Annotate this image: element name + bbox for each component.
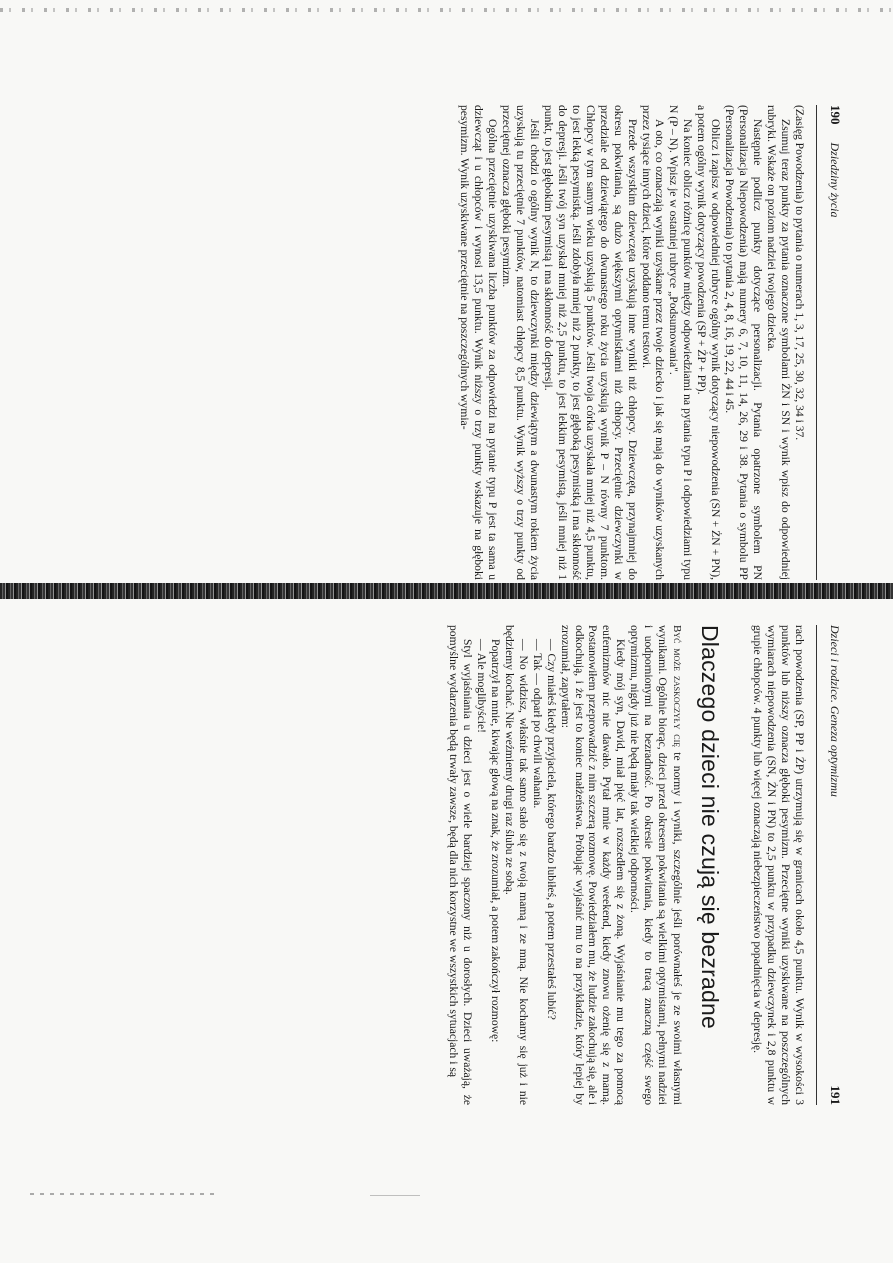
paragraph: Przede wszystkim dziewczęta uzyskują inne wyniki niż chłopcy. Dziewczęta, przynajmniej do okresu pokwitania, są dużo większymi optymistkami niż chłopcy. Przeciętnie dziewczynki w przedziale od dziewiątego do dwunastego roku życia uzyskują wynik P – N równy 7 punktom. Chłopcy w tym samym wieku uzyskują 5 punktów. Jeśli twoja córka uzyskała mniej niż 4,5 punktu, to jest lekką pesymistką. Jeśli zdobyła mniej niż 2 punkty, to jest głęboką pesymistką i ma skłonność do depresji. Jeśli twój syn uzyskał mniej niż 2,5 punktu, to jest lekkim pesymistą, jeśli mniej niż 1 punkt, to jest głębokim pesymistą i ma skłonność do depresji. bbox=[541, 105, 639, 580]
paragraph: Jeśli chodzi o ogólny wynik N, to dziewczynki między dziewiątym a dwunastym rokiem życia uzyskują tu przeciętnie 7 punktów, natomiast chłopcy 8,5 punktu. Wynik wyższy o trzy punkty od przeciętnej oznacza głęboki pesymizm. bbox=[499, 105, 541, 580]
paragraph: Ogólna przeciętnie uzyskiwana liczba punktów za odpowiedzi na pytanie typu P jest ta sama u dziewcząt i u chłopców i wynosi 13,5 punktu. Wynik niższy o trzy punkty wskazuje na głęboki pesymizm. Wynik uzyskiwane przeciętnie na poszczególnych wymia- bbox=[458, 105, 500, 580]
running-title-right: Dzieci i rodzice. Geneza optymizmu bbox=[828, 625, 842, 797]
paragraph: Następnie podlicz punkty dotyczące personalizacji. Pytania opatrzone symbolem PN (Personalizacja Niepowodzenia) mają numery 6, 7, 10, 11, 14, 26, 29 i 38. Pytania o symbolu PP (Personalizacja Powodzenia) to pytania 2, 4, 8, 16, 19, 22, 44 i 45. bbox=[723, 105, 765, 580]
body-text-right bbox=[446, 625, 806, 1105]
chapter-title: Dlaczego dzieci nie czują się bezradne bbox=[697, 625, 724, 1029]
running-title-left: Dziedziny życia bbox=[828, 142, 842, 218]
scan-noise-top bbox=[0, 8, 893, 12]
paragraph: — Tak — odparł po chwili wahania. bbox=[530, 639, 544, 809]
scan-noise-bottom-mark bbox=[370, 1195, 420, 1196]
book-gutter bbox=[0, 583, 893, 599]
paragraph: A oto, co oznaczają wyniki uzyskane przez twoje dziecko i jak się mają do wyników uzyskanych przez tysiące innych dzieci, które poddano temu testowi. bbox=[639, 105, 667, 580]
paragraph: Zsumuj teraz punkty za pytania oznaczone symbolami ŻN i SN i wynik wpisz do odpowiedniej rubryki. Wskaże on poziom nadziei twojego dziecka. bbox=[765, 105, 793, 580]
paragraph: rach powodzenia (SP, PP i ŻP) utrzymują się w granicach około 4,5 punktu. Wynik w wysokości 3 punktów lub niższy oznacza głęboki pesymizm. Przeciętne wyniki uzyskiwane na poszczególnych wymiarach niepowodzenia (SN, ŻN i PN) to 2,5 punktu w przypadku dziewczynek i 2,8 punktu w grupie chłopców. 4 punkty lub więcej oznaczają niebezpieczeństwo popadnięcia w depresję. bbox=[751, 625, 806, 1105]
running-head-left bbox=[816, 105, 843, 580]
page-number-left: 190 bbox=[828, 105, 843, 125]
page-190 bbox=[63, 105, 843, 580]
page-191 bbox=[63, 625, 843, 1105]
paragraph: Popatrzył na mnie, kiwając głową na znak, że zrozumiał, a potem zakończył rozmowę: bbox=[488, 639, 502, 1043]
paragraph: Styl wyjaśniania u dzieci jest o wiele bardziej spaczony niż u dorosłych. Dzieci uważają, że pomyślne wydarzenia będą trwały zawsze, będą dla nich korzystne we wszystkich sytuacjach i są bbox=[446, 625, 474, 1105]
lead-smallcaps: Być może zaskoczyły cię bbox=[671, 625, 684, 748]
paragraph: Na koniec oblicz różnicę punktów między odpowiedziami na pytania typu P i odpowiedziami typu N (P – N). Wpisz je w ostatniej rubryce „Podsumowania". bbox=[667, 105, 695, 580]
scan-noise-bottom bbox=[30, 1193, 220, 1195]
paragraph: — No widzisz, właśnie tak samo stało się z twoją mamą i ze mną. Nie kochamy się już i nie będziemy kochać. Nie weźmiemy drugi raz ślubu ze sobą. bbox=[502, 625, 530, 1105]
paragraph: — Ale moglibyście! bbox=[474, 639, 488, 734]
page-number-right: 191 bbox=[828, 1085, 843, 1105]
paragraph: Oblicz i zapisz w odpowiedniej rubryce ogólny wynik dotyczący niepowodzenia (SN + ŻN + PN), a potem ogólny wynik dotyczący powodzenia (SP + ŻP + PP). bbox=[695, 105, 723, 580]
lead-rest: te normy i wyniki, szczególnie jeśli porównałeś je ze swoimi własnymi wynikami. Ogólnie biorąc, dzieci przed okresem pokwitania są wielkimi optymistami, pełnymi nadziei i uodpornionymi na bezradność. Po okresie pokwitania, kiedy to tracą znaczną część swego optymizmu, nigdy już nie będą miały tak wielkiej odporności. bbox=[628, 625, 685, 1105]
paragraph: (Zasięg Powodzenia) to pytania o numerach 1, 3, 17, 25, 30, 32, 34 i 37. bbox=[793, 105, 806, 441]
body-text-left bbox=[457, 105, 806, 580]
paragraph: — Czy miałeś kiedy przyjaciela, którego bardzo lubiłeś, a potem przestałeś lubić? bbox=[544, 639, 558, 1020]
running-head-right bbox=[816, 625, 843, 1105]
lead-paragraph bbox=[627, 625, 684, 1105]
paragraph: Kiedy mój syn, David, miał pięć lat, rozszedłem się z żoną. Wyjaśnianie mu tego za pomocą eufemizmów nic nie dawało. Pytał mnie w każdy weekend, kiedy znowu ożenię się z mamą. Postanowiłem przeprowadzić z nim szczerą rozmowę. Powiedziałem mu, że ludzie zakochują się, ale i odkochują, i że jest to koniec małżeństwa. Próbując wyjaśnić mu to na przykładzie, który lepiej by zrozumiał, zapytałem: bbox=[558, 625, 628, 1105]
